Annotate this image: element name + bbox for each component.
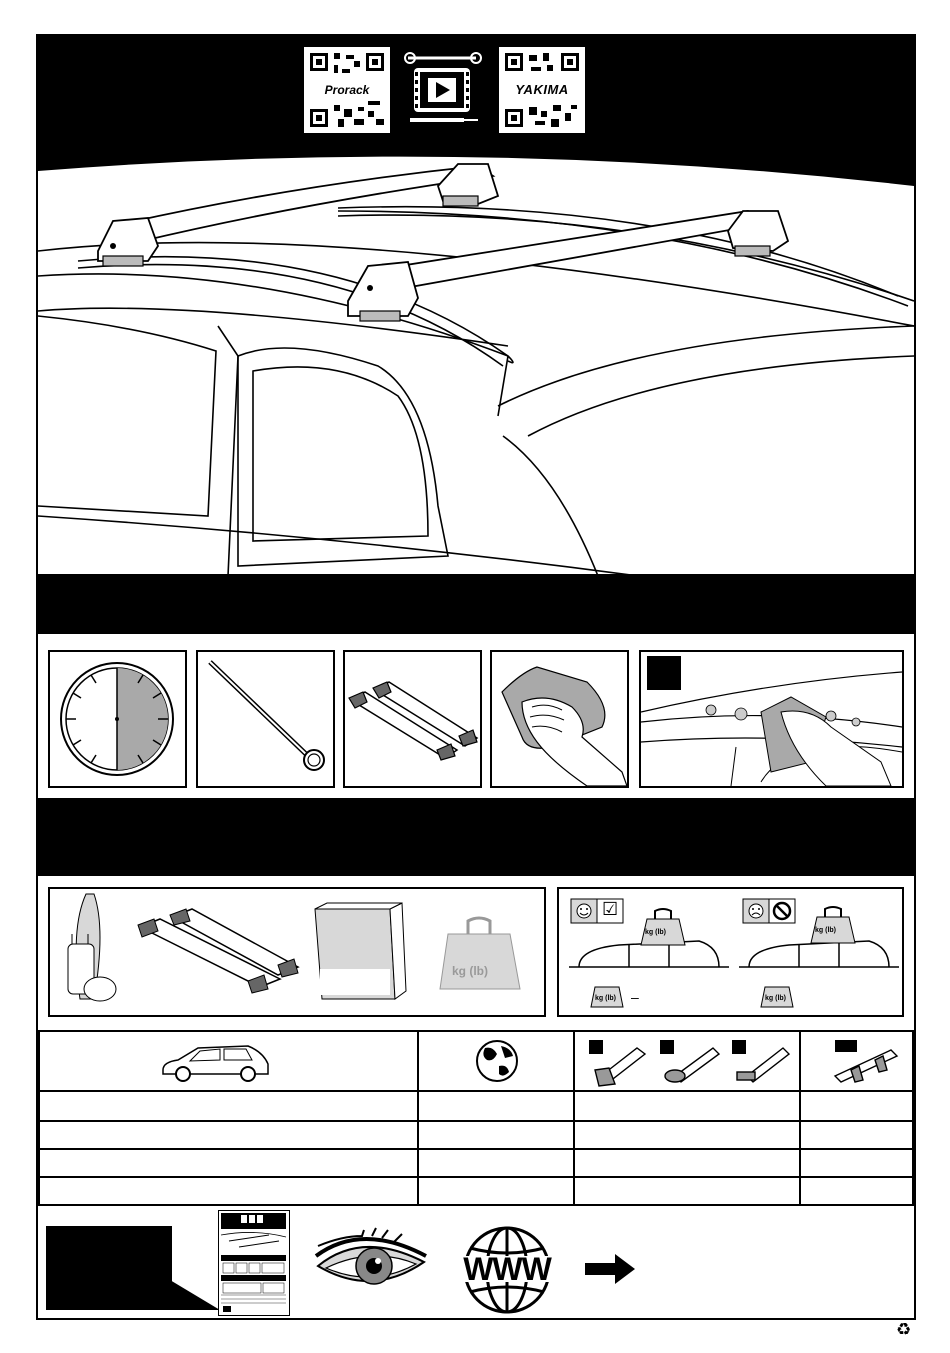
rail-mount-icon [831, 1046, 907, 1086]
callout-pointer-icon [170, 1280, 222, 1314]
table-cell-kit [801, 1176, 912, 1204]
spec-header [38, 1030, 914, 1092]
www-label: WWW [463, 1251, 551, 1287]
table-cell-vehicle [40, 1092, 419, 1120]
table-cell-vehicle [40, 1120, 419, 1148]
table-cell-region [419, 1092, 575, 1120]
panel-clock [48, 650, 187, 788]
spec-header-globe-cell [419, 1032, 575, 1090]
table-cell-region [419, 1148, 575, 1176]
table-cell-kit [801, 1092, 912, 1120]
minus-sign: – [631, 989, 639, 1005]
ok-check-icon: ☑ [602, 899, 619, 919]
table-cell-foot [575, 1148, 801, 1176]
weight-label-ground-good: kg (lb) [595, 995, 616, 1002]
panel-cloth [490, 650, 629, 788]
table-cell-foot [575, 1120, 801, 1148]
table-cell-kit [801, 1120, 912, 1148]
step-number-box [647, 656, 681, 690]
qr-code-yakima[interactable] [499, 47, 585, 133]
table-cell-region [419, 1176, 575, 1204]
hex-key-icon [198, 652, 333, 786]
table-cell-vehicle [40, 1176, 419, 1204]
globe-icon [473, 1038, 521, 1084]
footer-black-block [46, 1226, 172, 1310]
arrow-right-icon [585, 1252, 637, 1286]
eye-icon [312, 1226, 430, 1298]
car-icon [158, 1040, 273, 1086]
panel-kit-contents [48, 887, 546, 1017]
panel-clean-roof [639, 650, 904, 788]
panel-load-distribution [557, 887, 904, 1017]
table-cell-foot [575, 1092, 801, 1120]
table-cell-kit [801, 1148, 912, 1176]
panel-crossbars [343, 650, 482, 788]
foot-types-icon [587, 1040, 797, 1088]
table-row [38, 1092, 914, 1122]
table-cell-region [419, 1120, 575, 1148]
cleaning-cloth-icon [492, 652, 627, 786]
instruction-sheet-thumbnail[interactable] [218, 1210, 290, 1316]
spec-header-foot-types-cell [575, 1032, 801, 1090]
section-band-tools [38, 574, 914, 634]
weight-label-roof-good: kg (lb) [645, 929, 666, 936]
qr-label-yakima: YAKIMA [499, 82, 585, 97]
table-cell-vehicle [40, 1148, 419, 1176]
video-tutorial-icon[interactable] [404, 48, 482, 130]
recycle-icon: ♻ [896, 1320, 912, 1339]
qr-label-prorack: Prorack [304, 83, 390, 97]
panel-torque-tool [196, 650, 335, 788]
section-band-load [38, 798, 914, 876]
table-cell-foot [575, 1176, 801, 1204]
table-row [38, 1176, 914, 1206]
kit-weight-label: kg (lb) [452, 964, 488, 978]
table-row [38, 1148, 914, 1178]
table-row [38, 1120, 914, 1150]
weight-label-roof-bad: kg (lb) [815, 927, 836, 934]
document-thumbnail-icon [219, 1211, 288, 1314]
spec-table [38, 1092, 914, 1206]
weight-label-ground-bad: kg (lb) [765, 995, 786, 1002]
spec-header-car-cell [40, 1032, 419, 1090]
kit-contents-illustration [50, 889, 544, 1015]
spec-header-rail-cell [801, 1032, 912, 1090]
clock-icon [50, 652, 185, 786]
crossbars-icon [345, 652, 480, 786]
qr-code-prorack[interactable] [304, 47, 390, 133]
